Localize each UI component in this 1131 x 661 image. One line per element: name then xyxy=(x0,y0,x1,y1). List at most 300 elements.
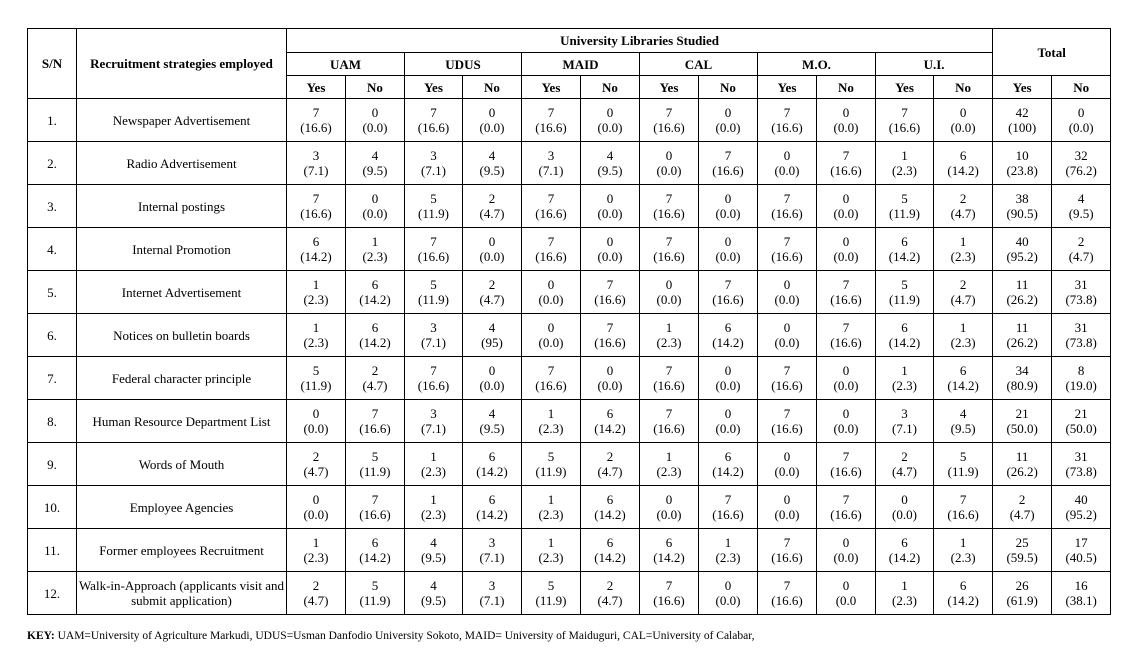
value-cell xyxy=(876,529,934,572)
header-yes: Yes xyxy=(640,76,699,99)
value-cell xyxy=(463,357,522,400)
count-value: 6 xyxy=(312,234,320,249)
value-cell xyxy=(817,314,876,357)
percent-value: (14.2) xyxy=(712,335,744,350)
percent-value: (40.5) xyxy=(1065,550,1097,565)
value-cell xyxy=(581,228,640,271)
percent-value: (14.2) xyxy=(712,464,744,479)
percent-value: (2.3) xyxy=(892,378,917,393)
value-cell xyxy=(405,99,463,142)
count-value: 6 xyxy=(488,449,496,464)
value-cell xyxy=(758,99,817,142)
percent-value: (16.6) xyxy=(359,421,391,436)
count-value: 21 xyxy=(1015,406,1029,421)
value-cell xyxy=(581,142,640,185)
count-value: 7 xyxy=(665,234,673,249)
value-cell xyxy=(346,400,405,443)
count-value: 0 xyxy=(724,406,732,421)
value-cell xyxy=(522,357,581,400)
value-cell xyxy=(522,228,581,271)
percent-value: (16.6) xyxy=(653,421,685,436)
header-yes: Yes xyxy=(287,76,346,99)
table-row xyxy=(28,314,1111,357)
percent-value: (9.5) xyxy=(597,163,623,178)
value-cell xyxy=(993,314,1052,357)
count-value: 4 xyxy=(488,148,496,163)
percent-value: (26.2) xyxy=(1006,464,1038,479)
value-cell xyxy=(876,572,934,615)
count-value: 2 xyxy=(312,578,320,593)
header-university: U.I. xyxy=(876,53,993,76)
count-value: 7 xyxy=(312,191,320,206)
count-value: 7 xyxy=(312,105,320,120)
value-cell xyxy=(993,142,1052,185)
value-cell xyxy=(346,228,405,271)
percent-value: (16.6) xyxy=(771,249,803,264)
percent-value: (0.0 xyxy=(835,593,857,608)
header-no: No xyxy=(1052,76,1111,99)
percent-value: (2.3) xyxy=(538,550,564,565)
header-no: No xyxy=(346,76,405,99)
percent-value: (2.3) xyxy=(362,249,388,264)
count-value: 7 xyxy=(842,320,850,335)
count-value: 6 xyxy=(959,578,967,593)
value-cell xyxy=(934,142,993,185)
count-value: 6 xyxy=(665,535,673,550)
percent-value: (14.2) xyxy=(476,464,508,479)
percent-value: (0.0) xyxy=(774,163,800,178)
row-sn: 8. xyxy=(28,400,77,443)
percent-value: (0.0) xyxy=(715,421,741,436)
percent-value: (4.7) xyxy=(1068,249,1094,264)
table-row xyxy=(28,400,1111,443)
header-yes: Yes xyxy=(522,76,581,99)
count-value: 2 xyxy=(312,449,320,464)
percent-value: (100) xyxy=(1008,120,1037,135)
value-cell xyxy=(699,228,758,271)
value-cell xyxy=(699,314,758,357)
percent-value: (73.8) xyxy=(1065,464,1097,479)
count-value: 11 xyxy=(1015,449,1029,464)
percent-value: (9.5) xyxy=(479,163,505,178)
value-cell xyxy=(346,314,405,357)
count-value: 1 xyxy=(312,320,320,335)
count-value: 0 xyxy=(724,578,732,593)
value-cell xyxy=(1052,314,1111,357)
value-cell xyxy=(758,529,817,572)
header-strategy: Recruitment strategies employed xyxy=(77,29,287,99)
count-value: 40 xyxy=(1015,234,1029,249)
count-value: 3 xyxy=(488,578,496,593)
percent-value: (16.6) xyxy=(771,378,803,393)
value-cell xyxy=(699,443,758,486)
percent-value: (2.3) xyxy=(538,421,564,436)
value-cell xyxy=(287,314,346,357)
percent-value: (16.6) xyxy=(712,292,744,307)
value-cell xyxy=(463,529,522,572)
value-cell xyxy=(405,185,463,228)
count-value: 6 xyxy=(959,363,967,378)
percent-value: (2.3) xyxy=(950,550,976,565)
value-cell xyxy=(817,357,876,400)
count-value: 6 xyxy=(371,277,379,292)
table-row xyxy=(28,443,1111,486)
value-cell xyxy=(581,185,640,228)
value-cell xyxy=(758,185,817,228)
percent-value: (11.9) xyxy=(535,464,567,479)
percent-value: (16.6) xyxy=(417,249,450,264)
value-cell xyxy=(287,357,346,400)
percent-value: (14.2) xyxy=(359,550,391,565)
percent-value: (26.2) xyxy=(1006,335,1038,350)
count-value: 7 xyxy=(901,105,908,120)
count-value: 7 xyxy=(665,363,673,378)
value-cell xyxy=(463,486,522,529)
table-row xyxy=(28,357,1111,400)
value-cell xyxy=(640,228,699,271)
value-cell xyxy=(581,271,640,314)
percent-value: (16.6) xyxy=(771,421,803,436)
value-cell xyxy=(640,314,699,357)
count-value: 7 xyxy=(783,105,791,120)
percent-value: (16.6) xyxy=(830,163,862,178)
value-cell xyxy=(522,443,581,486)
header-university-group: University Libraries Studied xyxy=(287,29,993,53)
count-value: 5 xyxy=(430,191,437,206)
value-cell xyxy=(876,142,934,185)
count-value: 0 xyxy=(724,234,732,249)
row-strategy: Internal postings xyxy=(77,185,287,228)
value-cell xyxy=(346,271,405,314)
count-value: 0 xyxy=(606,234,614,249)
percent-value: (7.1) xyxy=(303,163,329,178)
value-cell xyxy=(758,486,817,529)
count-value: 2 xyxy=(606,449,614,464)
value-cell xyxy=(522,99,581,142)
count-value: 7 xyxy=(547,191,555,206)
value-cell xyxy=(287,185,346,228)
count-value: 1 xyxy=(547,406,555,421)
value-cell xyxy=(993,228,1052,271)
count-value: 5 xyxy=(547,578,555,593)
count-value: 1 xyxy=(959,234,967,249)
percent-value: (7.1) xyxy=(421,335,446,350)
count-value: 4 xyxy=(430,535,437,550)
count-value: 0 xyxy=(488,234,496,249)
value-cell xyxy=(876,99,934,142)
count-value: 1 xyxy=(312,535,320,550)
percent-value: (16.6) xyxy=(535,206,567,221)
value-cell xyxy=(934,314,993,357)
count-value: 0 xyxy=(842,191,850,206)
percent-value: (14.2) xyxy=(888,249,921,264)
count-value: 21 xyxy=(1074,406,1088,421)
count-value: 6 xyxy=(606,535,614,550)
count-value: 0 xyxy=(665,277,673,292)
value-cell xyxy=(287,443,346,486)
percent-value: (16.6) xyxy=(830,292,862,307)
percent-value: (0.0) xyxy=(774,335,800,350)
count-value: 2 xyxy=(901,449,908,464)
count-value: 7 xyxy=(606,277,614,292)
percent-value: (16.6) xyxy=(830,464,862,479)
key-label: KEY: xyxy=(27,630,55,642)
percent-value: (0.0) xyxy=(833,550,859,565)
count-value: 4 xyxy=(371,148,379,163)
percent-value: (11.9) xyxy=(418,292,449,307)
percent-value: (0.0) xyxy=(303,507,329,522)
value-cell xyxy=(522,572,581,615)
value-cell xyxy=(522,400,581,443)
count-value: 0 xyxy=(606,363,614,378)
row-strategy: Human Resource Department List xyxy=(77,400,287,443)
count-value: 0 xyxy=(842,105,850,120)
percent-value: (4.7) xyxy=(479,206,505,221)
count-value: 4 xyxy=(488,406,496,421)
count-value: 17 xyxy=(1074,535,1088,550)
percent-value: (59.5) xyxy=(1006,550,1038,565)
count-value: 1 xyxy=(547,492,555,507)
value-cell xyxy=(405,443,463,486)
count-value: 26 xyxy=(1015,578,1029,593)
value-cell xyxy=(640,357,699,400)
value-cell xyxy=(817,400,876,443)
percent-value: (16.6) xyxy=(771,593,803,608)
count-value: 2 xyxy=(959,191,967,206)
percent-value: (9.5) xyxy=(1068,206,1094,221)
percent-value: (14.2) xyxy=(476,507,508,522)
count-value: 5 xyxy=(371,449,379,464)
count-value: 1 xyxy=(665,449,673,464)
value-cell xyxy=(522,271,581,314)
percent-value: (0.0) xyxy=(833,206,859,221)
value-cell xyxy=(640,572,699,615)
count-value: 7 xyxy=(665,406,673,421)
percent-value: (7.1) xyxy=(479,593,505,608)
value-cell xyxy=(758,357,817,400)
row-sn: 9. xyxy=(28,443,77,486)
value-cell xyxy=(581,357,640,400)
value-cell xyxy=(1052,142,1111,185)
percent-value: (2.3) xyxy=(421,464,446,479)
value-cell xyxy=(287,572,346,615)
percent-value: (2.3) xyxy=(892,163,917,178)
count-value: 7 xyxy=(783,191,791,206)
percent-value: (0.0) xyxy=(715,206,741,221)
percent-value: (4.7) xyxy=(950,292,976,307)
count-value: 1 xyxy=(959,320,967,335)
percent-value: (0.0) xyxy=(362,120,388,135)
value-cell xyxy=(699,185,758,228)
percent-value: (2.3) xyxy=(950,335,976,350)
value-cell xyxy=(817,228,876,271)
row-strategy: Newspaper Advertisement xyxy=(77,99,287,142)
percent-value: (50.0) xyxy=(1065,421,1097,436)
recruitment-strategies-table xyxy=(27,28,1111,615)
count-value: 6 xyxy=(901,320,908,335)
count-value: 8 xyxy=(1077,363,1085,378)
count-value: 7 xyxy=(842,492,850,507)
value-cell xyxy=(640,529,699,572)
percent-value: (11.9) xyxy=(359,593,391,608)
percent-value: (19.0) xyxy=(1065,378,1097,393)
percent-value: (16.6) xyxy=(653,378,685,393)
value-cell xyxy=(934,99,993,142)
value-cell xyxy=(876,443,934,486)
value-cell xyxy=(640,142,699,185)
value-cell xyxy=(993,443,1052,486)
count-value: 42 xyxy=(1015,105,1029,120)
percent-value: (14.2) xyxy=(300,249,332,264)
count-value: 10 xyxy=(1015,148,1029,163)
value-cell xyxy=(934,400,993,443)
value-cell xyxy=(1052,443,1111,486)
percent-value: (0.0) xyxy=(715,120,741,135)
row-strategy: Notices on bulletin boards xyxy=(77,314,287,357)
header-university: MAID xyxy=(522,53,640,76)
count-value: 6 xyxy=(606,406,614,421)
count-value: 0 xyxy=(901,492,908,507)
percent-value: (16.6) xyxy=(771,206,803,221)
count-value: 1 xyxy=(371,234,379,249)
count-value: 7 xyxy=(665,191,673,206)
percent-value: (16.6) xyxy=(653,249,685,264)
count-value: 1 xyxy=(901,578,908,593)
value-cell xyxy=(993,185,1052,228)
count-value: 0 xyxy=(371,105,379,120)
count-value: 2 xyxy=(606,578,614,593)
row-sn: 12. xyxy=(28,572,77,615)
count-value: 0 xyxy=(842,578,850,593)
count-value: 6 xyxy=(901,535,908,550)
count-value: 0 xyxy=(842,363,850,378)
percent-value: (9.5) xyxy=(421,550,446,565)
count-value: 32 xyxy=(1074,148,1088,163)
count-value: 0 xyxy=(547,277,555,292)
value-cell xyxy=(405,271,463,314)
header-no: No xyxy=(463,76,522,99)
percent-value: (2.3) xyxy=(950,249,976,264)
value-cell xyxy=(934,443,993,486)
count-value: 6 xyxy=(959,148,967,163)
percent-value: (16.6) xyxy=(947,507,979,522)
value-cell xyxy=(405,228,463,271)
value-cell xyxy=(640,486,699,529)
count-value: 0 xyxy=(724,363,732,378)
value-cell xyxy=(876,228,934,271)
count-value: 6 xyxy=(901,234,908,249)
table-body xyxy=(28,99,1111,615)
table-row xyxy=(28,572,1111,615)
value-cell xyxy=(581,443,640,486)
count-value: 4 xyxy=(488,320,496,335)
count-value: 7 xyxy=(665,578,673,593)
percent-value: (9.5) xyxy=(479,421,505,436)
percent-value: (0.0) xyxy=(479,120,505,135)
value-cell xyxy=(346,572,405,615)
count-value: 6 xyxy=(724,320,732,335)
value-cell xyxy=(1052,99,1111,142)
percent-value: (0.0) xyxy=(538,292,564,307)
percent-value: (2.3) xyxy=(421,507,446,522)
percent-value: (4.7) xyxy=(597,464,623,479)
value-cell xyxy=(699,572,758,615)
percent-value: (11.9) xyxy=(535,593,567,608)
value-cell xyxy=(287,99,346,142)
value-cell xyxy=(346,486,405,529)
percent-value: (9.5) xyxy=(362,163,388,178)
row-sn: 4. xyxy=(28,228,77,271)
count-value: 0 xyxy=(606,105,614,120)
header-total: Total xyxy=(993,29,1111,76)
count-value: 7 xyxy=(665,105,673,120)
count-value: 7 xyxy=(783,234,791,249)
value-cell xyxy=(640,271,699,314)
percent-value: (95) xyxy=(481,335,503,350)
value-cell xyxy=(876,400,934,443)
value-cell xyxy=(346,142,405,185)
count-value: 2 xyxy=(1077,234,1085,249)
percent-value: (11.9) xyxy=(947,464,979,479)
percent-value: (95.2) xyxy=(1006,249,1038,264)
header-no: No xyxy=(699,76,758,99)
value-cell xyxy=(1052,572,1111,615)
table-row xyxy=(28,185,1111,228)
percent-value: (0.0) xyxy=(597,249,623,264)
count-value: 1 xyxy=(724,535,732,550)
percent-value: (38.1) xyxy=(1065,593,1097,608)
value-cell xyxy=(993,486,1052,529)
percent-value: (14.2) xyxy=(888,550,921,565)
value-cell xyxy=(581,529,640,572)
percent-value: (16.6) xyxy=(594,292,626,307)
count-value: 7 xyxy=(783,406,791,421)
percent-value: (14.2) xyxy=(947,593,979,608)
value-cell xyxy=(817,443,876,486)
header-yes: Yes xyxy=(876,76,934,99)
percent-value: (2.3) xyxy=(303,550,329,565)
percent-value: (0.0) xyxy=(715,593,741,608)
count-value: 31 xyxy=(1074,449,1088,464)
count-value: 7 xyxy=(959,492,967,507)
value-cell xyxy=(581,572,640,615)
percent-value: (0.0) xyxy=(892,507,917,522)
value-cell xyxy=(463,443,522,486)
percent-value: (14.2) xyxy=(653,550,685,565)
value-cell xyxy=(522,314,581,357)
percent-value: (2.3) xyxy=(538,507,564,522)
percent-value: (2.3) xyxy=(656,335,682,350)
percent-value: (2.3) xyxy=(303,292,329,307)
percent-value: (4.7) xyxy=(892,464,917,479)
count-value: 2 xyxy=(488,191,496,206)
header-no: No xyxy=(581,76,640,99)
percent-value: (2.3) xyxy=(715,550,741,565)
value-cell xyxy=(287,529,346,572)
percent-value: (16.6) xyxy=(300,120,332,135)
count-value: 0 xyxy=(724,105,732,120)
percent-value: (16.6) xyxy=(535,120,567,135)
percent-value: (0.0) xyxy=(656,292,682,307)
percent-value: (14.2) xyxy=(947,378,979,393)
count-value: 0 xyxy=(1077,105,1085,120)
value-cell xyxy=(993,400,1052,443)
count-value: 11 xyxy=(1015,277,1029,292)
percent-value: (16.6) xyxy=(535,249,567,264)
header-sn: S/N xyxy=(28,29,77,99)
percent-value: (95.2) xyxy=(1065,507,1097,522)
count-value: 7 xyxy=(547,363,555,378)
